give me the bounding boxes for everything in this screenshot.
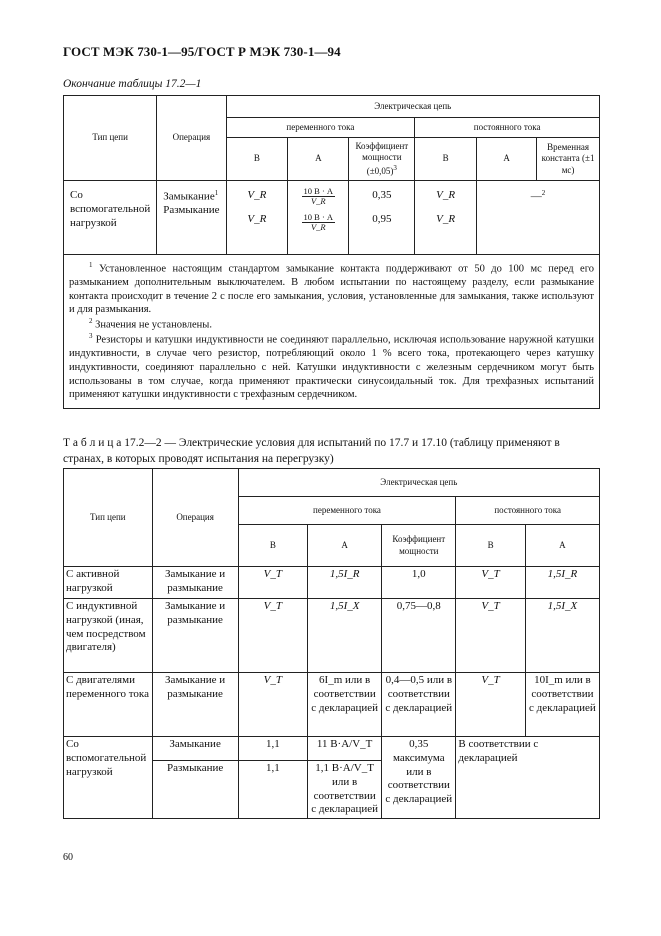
table-row: С индуктивной нагрузкой (иная, чем посредством двигателя) Замыкание и размыкание V_T 1,5I_X 0,75—0,8 V_T 1,5I_X <box>64 599 600 673</box>
row-circuit-type: Со вспомогательной нагрузкой <box>64 181 157 255</box>
header-ac: переменного тока <box>226 118 415 138</box>
header-a-dc: А <box>525 525 599 567</box>
header-a-ac: А <box>308 525 382 567</box>
header-dc: постоянного тока <box>415 118 600 138</box>
row-dc-dash: —$^2$ <box>476 181 599 255</box>
row-a-ac: $\frac{10 В \cdot А}{V\_R}$ $\frac{10 В \cdot А}{V\_R}$ <box>288 181 349 255</box>
header-electric-circuit: Электрическая цепь <box>226 96 600 118</box>
header-v-ac: В <box>238 525 307 567</box>
header-operation: Операция <box>152 469 238 567</box>
page-header: ГОСТ МЭК 730-1—95/ГОСТ Р МЭК 730-1—94 <box>63 44 341 59</box>
page-number: 60 <box>63 852 73 863</box>
header-power-factor: Коэффициент мощности <box>382 525 456 567</box>
table-row: Со вспомогательной нагрузкой Замыкание 1,1 11 В·А/V_T 0,35 максимума или в соответствии с декларацией В соответствии с декларацией <box>64 737 600 761</box>
table-row: Размыкание 1,1 1,1 В·А/V_T или в соответствии с декларацией <box>64 761 600 819</box>
header-power-factor: Коэффициент мощности $(\pm 0,05)^3$ <box>349 138 415 181</box>
table-continuation-label: Окончание таблицы 17.2—1 <box>63 78 202 90</box>
header-electric-circuit: Электрическая цепь <box>238 469 599 497</box>
footnote-3: $^3$ Резисторы и катушки индуктивности не соединяют параллельно, исключая использование наружной катушки индуктивности, в случае чего резистор, потребляющий около 1 % всего тока, протекающего через катушку индуктивности, соединяют параллельно с ней. Катушки индуктивности с железным сердечником могут быть использованы в том случае, когда применяют практически синусоидальный ток. Для трехфазных испытаний применяют катушки индуктивности с трехфазным сердечником. <box>69 332 595 401</box>
header-time-constant: Временная константа (±1 мс) <box>537 138 600 181</box>
table-17-2-1 <box>63 95 600 409</box>
row-v-ac: V_R V_R <box>226 181 288 255</box>
header-v-ac: В <box>226 138 288 181</box>
header-ac: переменного тока <box>238 497 456 525</box>
row-power-factor: 0,35 0,95 <box>349 181 415 255</box>
header-circuit-type: Тип цепи <box>64 469 153 567</box>
header-a-ac: А <box>288 138 349 181</box>
header-operation: Операция <box>157 96 226 181</box>
table-caption: Т а б л и ц а 17.2—2 — Электрические условия для испытаний по 17.7 и 17.10 (таблицу применяют в странах, в которых проводят испытания на перегрузку) <box>63 437 560 465</box>
header-dc: постоянного тока <box>456 497 600 525</box>
table-row: С двигателями переменного тока Замыкание и размыкание V_T 6I_m или в соответствии с декларацией 0,4—0,5 или в соответствии с декларацией V_T 10I_m или в соответствии с декларацией <box>64 673 600 737</box>
footnote-2: $^2$ Значения не установлены. <box>89 317 212 331</box>
footnote-1: $^1$ Установленное настоящим стандартом замыкание контакта поддерживают от 50 до 100 мс перед его размыканием дополнительным выключателем. В любом испытании по настоящему разделу, если размыкание контакта происходит в течение 2 с после его замыкания, условия, установленные для замыкания, также используют и для размыкания. <box>69 261 595 316</box>
table-footnotes <box>64 255 600 409</box>
header-v-dc: В <box>456 525 525 567</box>
row-v-dc: V_R V_R <box>415 181 477 255</box>
header-a-dc: А <box>476 138 536 181</box>
table-17-2-2 <box>63 468 600 819</box>
header-v-dc: В <box>415 138 477 181</box>
row-operations: Замыкание$^1$ Размыкание <box>157 181 226 255</box>
table-row: С активной нагрузкой Замыкание и размыкание V_T 1,5I_R 1,0 V_T 1,5I_R <box>64 567 600 599</box>
header-circuit-type: Тип цепи <box>64 96 157 181</box>
